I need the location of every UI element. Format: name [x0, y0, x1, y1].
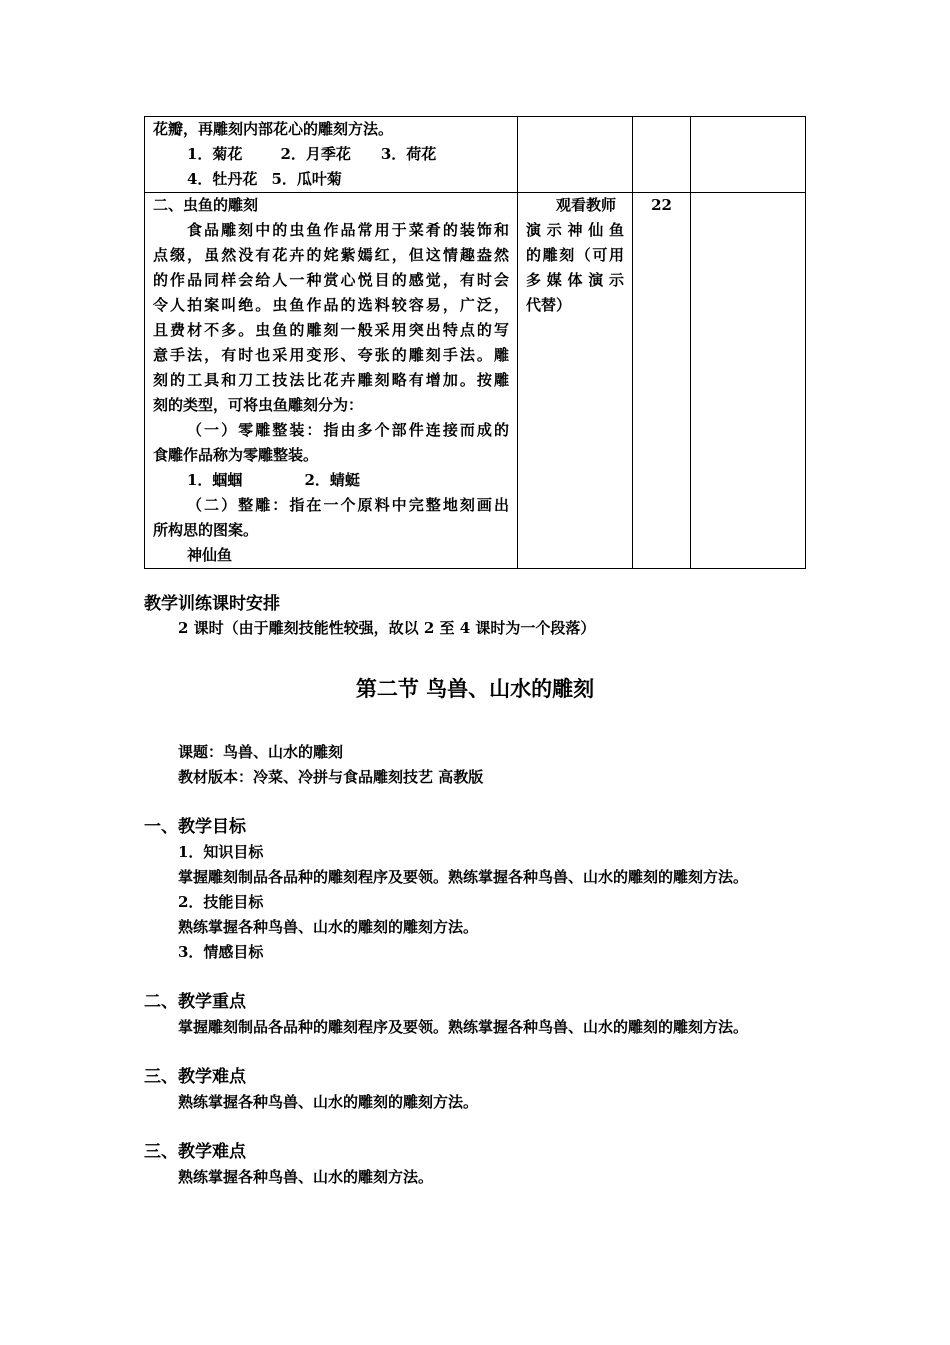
goals-heading: 一、教学目标 [144, 817, 246, 837]
time-cell [633, 117, 691, 193]
knowledge-goal-text: 掌握雕刻制品各品种的雕刻程序及要领。熟练掌握各种鸟兽、山水的雕刻的雕刻方法。 [178, 868, 749, 886]
activity-line: 代替） [526, 296, 572, 314]
key-points-text: 掌握雕刻制品各品种的雕刻程序及要领。熟练掌握各种鸟兽、山水的雕刻的雕刻方法。 [178, 1018, 749, 1036]
schedule-text: 2 课时（由于雕刻技能性较强，故以 2 至 4 课时为一个段落） [178, 619, 596, 637]
flower-list-line-1 [153, 142, 509, 167]
activity-line: 演示神仙鱼 [526, 221, 624, 239]
difficulty-heading: 三、教学难点 [144, 1067, 246, 1087]
lesson-topic: 课题：鸟兽、山水的雕刻 [178, 743, 344, 761]
activity-cell [518, 117, 633, 193]
paragraph-line: 所构思的图案。 [153, 521, 259, 539]
key-points-heading: 二、教学重点 [144, 992, 246, 1012]
schedule-heading: 教学训练课时安排 [144, 594, 280, 614]
note-cell [691, 193, 806, 569]
note-cell [691, 117, 806, 193]
time-cell [633, 193, 691, 569]
skill-goal-text: 熟练掌握各种鸟兽、山水的雕刻的雕刻方法。 [178, 918, 479, 936]
table-row [145, 117, 806, 193]
flower-list-line-2 [153, 167, 509, 192]
activity-cell [518, 193, 633, 569]
time-value: 22 [651, 196, 672, 214]
content-cell [145, 117, 518, 193]
list-item: 1．蝈蝈 [187, 471, 243, 489]
activity-line: 观看教师 [556, 196, 617, 214]
paragraph-line: 且费材不多。虫鱼的雕刻一般采用突出特点的写 [153, 321, 509, 339]
emotion-goal-label: 3．情感目标 [178, 943, 264, 961]
list-item: 1．菊花 [187, 145, 243, 163]
cell-heading: 二、虫鱼的雕刻 [153, 196, 259, 214]
skill-goal-label: 2．技能目标 [178, 893, 264, 911]
list-item: 5．瓜叶菊 [271, 170, 342, 188]
paragraph-line: 刻的工具和刀工技法比花卉雕刻略有增加。按雕 [153, 371, 509, 389]
content-cell [145, 193, 518, 569]
textbook-edition: 教材版本：冷菜、冷拼与食品雕刻技艺 高教版 [178, 768, 484, 786]
paragraph-line: 神仙鱼 [187, 546, 233, 564]
paragraph-line: 食品雕刻中的虫鱼作品常用于菜肴的装饰和 [187, 221, 509, 239]
paragraph-line: 令人拍案叫绝。虫鱼作品的选料较容易，广泛， [153, 296, 509, 314]
difficulty-text: 熟练掌握各种鸟兽、山水的雕刻的雕刻方法。 [178, 1093, 479, 1111]
activity-line: 的雕刻（可用 [526, 246, 624, 264]
paragraph-line: （二）整雕：指在一个原料中完整地刻画出 [187, 496, 509, 514]
table-row [145, 193, 806, 569]
paragraph-line: 的作品同样会给人一种赏心悦目的感觉，有时会 [153, 271, 509, 289]
cell-line: 花瓣，再雕刻内部花心的雕刻方法。 [153, 120, 394, 138]
insect-list-line [153, 468, 509, 493]
difficulty-heading-2: 三、教学难点 [144, 1142, 246, 1162]
list-item: 2．月季花 [280, 145, 351, 163]
section-title: 第二节 鸟兽、山水的雕刻 [355, 677, 595, 701]
paragraph-line: （一）零雕整装：指由多个部件连接而成的 [187, 421, 509, 439]
paragraph-line: 食雕作品称为零雕整装。 [153, 446, 319, 464]
paragraph-line: 点缀，虽然没有花卉的姹紫嫣红，但这情趣盎然 [153, 246, 509, 264]
activity-line: 多媒体演示 [526, 271, 624, 289]
paragraph-line: 刻的类型，可将虫鱼雕刻分为： [153, 396, 364, 414]
lesson-table [144, 116, 806, 569]
list-item: 4．牡丹花 [187, 170, 258, 188]
difficulty-text-2: 熟练掌握各种鸟兽、山水的雕刻方法。 [178, 1168, 434, 1186]
list-item: 2．蜻蜓 [304, 471, 360, 489]
paragraph-line: 意手法，有时也采用变形、夸张的雕刻手法。雕 [153, 346, 509, 364]
list-item: 3．荷花 [380, 145, 437, 163]
knowledge-goal-label: 1．知识目标 [178, 843, 264, 861]
